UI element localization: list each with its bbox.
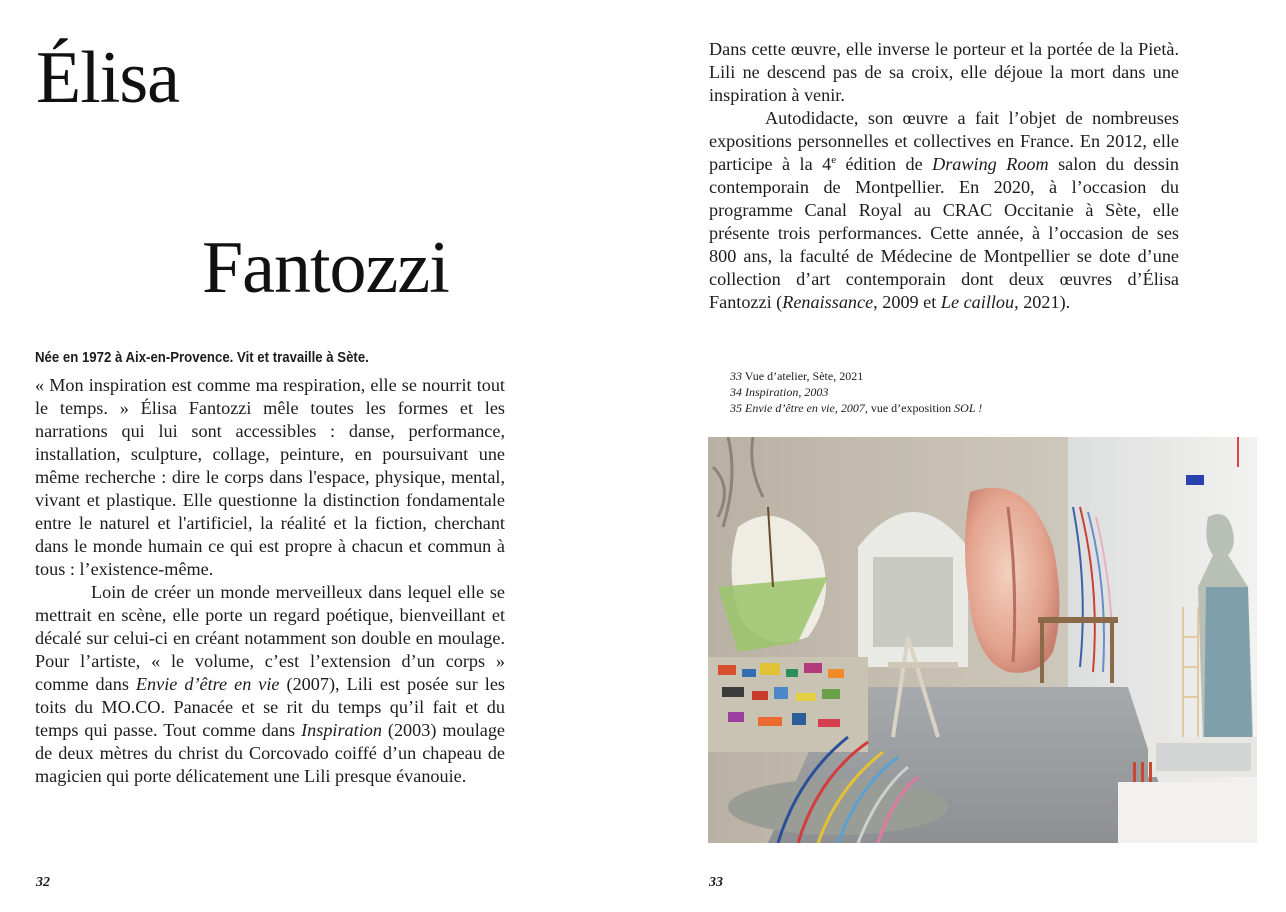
page-number-left: 32 — [36, 875, 50, 890]
work-title-renaissance: Renaissance — [782, 292, 874, 312]
paragraph-exhibitions — [709, 107, 1179, 314]
caption-number: 33 — [730, 369, 742, 383]
text-run: (2007), Lili est posée sur les toits du MO.CO. Panacée et se rit du temps qu’il fait et du temps qui passe. Tout comme dans — [35, 674, 505, 740]
salon-title: Drawing Room — [932, 154, 1049, 174]
caption-text: Inspiration, 2003 — [745, 385, 829, 399]
text-run: , 2021). — [1014, 292, 1071, 312]
caption-34 — [730, 384, 1050, 400]
caption-number: 34 — [730, 385, 742, 399]
artist-last-name: Fantozzi — [202, 227, 449, 309]
text-run: , 2009 et — [873, 292, 941, 312]
artist-bio-line: Née en 1972 à Aix-en-Provence. Vit et travaille à Sète. — [35, 349, 369, 366]
work-title-inspiration: Inspiration — [301, 720, 382, 740]
artist-first-name: Élisa — [36, 37, 179, 119]
text-run: (2003) moulage de deux mètres du christ du Corcovado coiffé d’un chapeau de magicien qui porte délicatement une Lili presque évanouie. — [35, 720, 505, 786]
work-title-envie: Envie d’être en vie — [135, 674, 280, 694]
image-captions — [730, 368, 1050, 416]
text-run: Autodidacte, son œuvre a fait l’objet de nombreuses expositions personnelles et collectives en France. En 2012, elle participe à la 4 — [709, 108, 1179, 174]
ordinal-superscript: e — [831, 153, 837, 166]
caption-work-title: Envie d’être en vie, 2007, — [745, 401, 868, 415]
caption-33 — [730, 368, 1050, 384]
paragraph-inspiration: « Mon inspiration est comme ma respiration, elle se nourrit tout le temps. » Élisa Fantozzi mêle toutes les formes et les narrations qui lui sont accessibles : danse, performance, installation, sculpture, collage, peinture, en poursuivant une même recherche : dire le corps dans l'espace, physique, mental, vivant et plastique. Elle questionne la distinction fondamentale entre le naturel et l'artificiel, la réalité et la fiction, cherchant dans le monde humain ce qui est propre à chacun et commun à tous : l’existence-même. — [35, 375, 505, 579]
left-text-column — [35, 374, 505, 788]
caption-35 — [730, 400, 1050, 416]
text-run: édition de — [836, 154, 933, 174]
paragraph-pieta: Dans cette œuvre, elle inverse le porteur et la portée de la Pietà. Lili ne descend pas de sa croix, elle déjoue la mort dans une inspiration à venir. — [709, 39, 1179, 105]
caption-number: 35 — [730, 401, 742, 415]
caption-text: vue d’exposition — [867, 401, 955, 415]
page-number-right: 33 — [709, 875, 723, 890]
caption-text: Vue d’atelier, Sète, 2021 — [744, 369, 864, 383]
text-run: salon du dessin contemporain de Montpellier. En 2020, à l’occasion du programme Canal Royal au CRAC Occitanie à Sète, elle présente trois performances. Cette année, à l’occasion de ses 800 ans, la faculté de Médecine de Montpellier se dote d’une collection d’art contemporain dont deux œuvres d’Élisa Fantozzi ( — [709, 154, 1179, 312]
studio-photo — [708, 437, 1257, 843]
paragraph-double — [35, 581, 505, 788]
right-text-column — [709, 38, 1179, 314]
work-title-caillou: Le caillou — [940, 292, 1015, 312]
text-run: Loin de créer un monde merveilleux dans lequel elle se mettrait en scène, elle porte un regard poétique, bienveillant et décalé sur celui-ci en créant notamment son double en moulage. Pour l’artiste, « le volume, c’est l’extension d’un corps » comme dans — [35, 582, 505, 694]
caption-venue: SOL ! — [954, 401, 983, 415]
